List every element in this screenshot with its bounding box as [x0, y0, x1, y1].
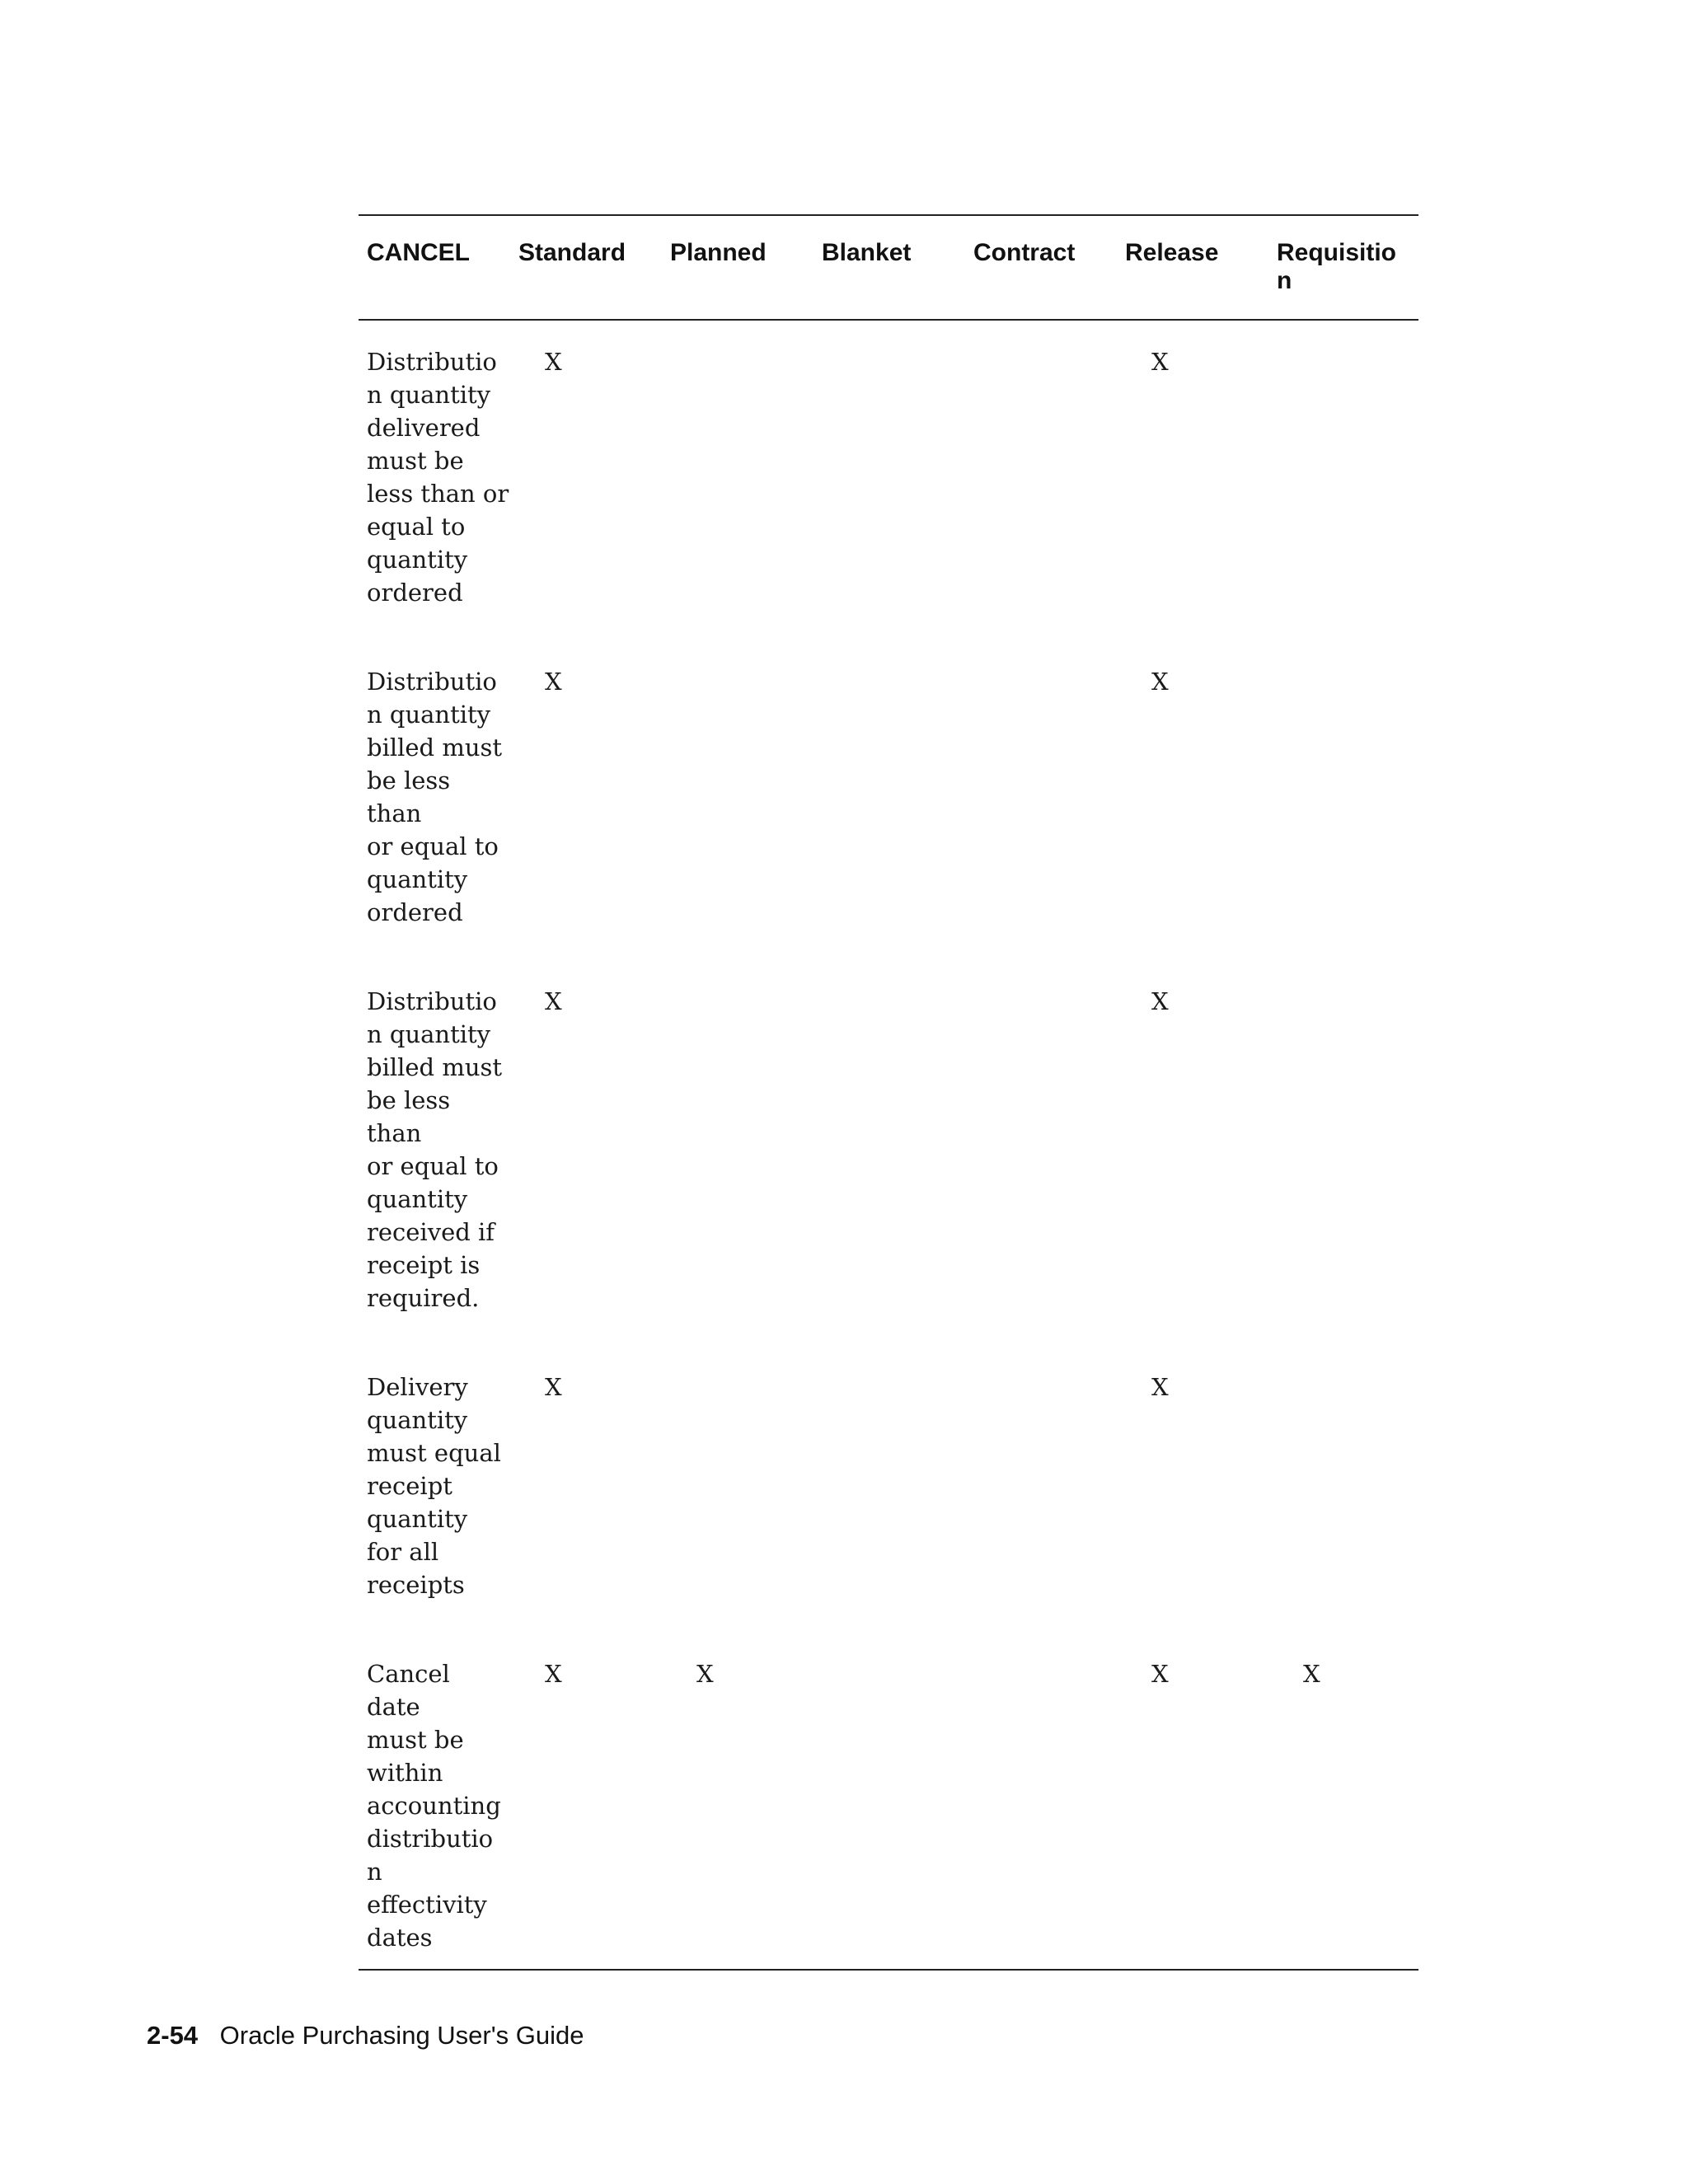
description-line: delivered	[367, 414, 481, 442]
description-line: for all	[367, 1538, 439, 1566]
mark-contract	[965, 1657, 1117, 1954]
description-line: ordered	[367, 898, 463, 926]
description-line: required.	[367, 1284, 480, 1312]
mark-contract	[965, 1371, 1117, 1601]
table-row	[359, 321, 1418, 640]
description-line: must be	[367, 1726, 464, 1754]
header-release: Release	[1125, 239, 1219, 266]
page-number: 2-54	[147, 2021, 199, 2050]
table-body	[359, 321, 1418, 1962]
mark-requisition	[1268, 1371, 1418, 1601]
description-line: be less than	[367, 1086, 451, 1147]
description-line: dates	[367, 1924, 433, 1952]
table-bottom-rule	[359, 1969, 1418, 1971]
description-line: distributio	[367, 1825, 494, 1853]
table-row	[359, 640, 1418, 960]
description-line: n quantity	[367, 381, 491, 409]
header-standard: Standard	[518, 239, 626, 266]
header-planned: Planned	[670, 239, 767, 266]
table-row	[359, 1346, 1418, 1633]
mark-release: X	[1151, 987, 1169, 1015]
mark-requisition	[1268, 345, 1418, 609]
mark-release: X	[1151, 1373, 1169, 1401]
mark-standard: X	[545, 668, 562, 696]
mark-requisition	[1268, 665, 1418, 929]
description-line: received if	[367, 1218, 495, 1246]
mark-release: X	[1151, 668, 1169, 696]
description-line: effectivity	[367, 1891, 487, 1919]
mark-standard: X	[545, 348, 562, 376]
page-footer	[147, 2021, 584, 2050]
description-line: Distributio	[367, 348, 497, 376]
description-line: accounting	[367, 1792, 501, 1820]
description-line: must equal	[367, 1439, 501, 1467]
mark-standard: X	[545, 1373, 562, 1401]
mark-planned	[662, 665, 814, 929]
table-row	[359, 960, 1418, 1346]
description-line: equal to	[367, 513, 466, 541]
description-line: must be	[367, 447, 464, 475]
description-line: Cancel date	[367, 1660, 450, 1721]
description-line: quantity	[367, 1505, 468, 1533]
mark-blanket	[814, 345, 965, 609]
document-title: Oracle Purchasing User's Guide	[219, 2021, 584, 2050]
description-line: receipt	[367, 1472, 452, 1500]
description-line: less than or	[367, 480, 509, 508]
mark-requisition: X	[1303, 1660, 1320, 1688]
mark-standard: X	[545, 1660, 562, 1688]
mark-planned	[662, 1371, 814, 1601]
description-line: quantity	[367, 1406, 468, 1434]
mark-contract	[965, 345, 1117, 609]
header-blanket: Blanket	[822, 239, 912, 266]
description-line: quantity	[367, 546, 468, 574]
condition-description	[359, 985, 510, 1315]
mark-planned	[662, 345, 814, 609]
mark-blanket	[814, 1371, 965, 1601]
condition-description	[359, 345, 510, 609]
cancel-controls-table	[359, 214, 1418, 1971]
description-line: be less than	[367, 766, 451, 827]
description-line: Distributio	[367, 987, 497, 1015]
table-row	[359, 1633, 1418, 1962]
condition-description	[359, 665, 510, 929]
description-line: billed must	[367, 1053, 503, 1081]
header-contract: Contract	[973, 239, 1076, 266]
mark-blanket	[814, 1657, 965, 1954]
description-line: receipts	[367, 1571, 465, 1599]
description-line: n quantity	[367, 701, 491, 729]
description-line: ordered	[367, 579, 463, 607]
mark-release: X	[1151, 1660, 1169, 1688]
condition-description	[359, 1657, 510, 1954]
description-line: within	[367, 1759, 443, 1787]
condition-description	[359, 1371, 510, 1601]
mark-contract	[965, 665, 1117, 929]
description-line: or equal to	[367, 1152, 499, 1180]
header-requisition: Requisitio n	[1277, 239, 1397, 294]
description-line: Delivery	[367, 1373, 468, 1401]
header-cancel: CANCEL	[367, 239, 470, 266]
description-line: quantity	[367, 1185, 468, 1213]
mark-standard: X	[545, 987, 562, 1015]
mark-blanket	[814, 665, 965, 929]
mark-release: X	[1151, 348, 1169, 376]
description-line: or equal to	[367, 832, 499, 860]
mark-blanket	[814, 985, 965, 1315]
description-line: n	[367, 1858, 382, 1886]
description-line: receipt is	[367, 1251, 481, 1279]
mark-planned	[662, 985, 814, 1315]
description-line: n quantity	[367, 1020, 491, 1048]
description-line: Distributio	[367, 668, 497, 696]
mark-planned: X	[696, 1660, 714, 1688]
description-line: billed must	[367, 733, 503, 762]
mark-requisition	[1268, 985, 1418, 1315]
mark-contract	[965, 985, 1117, 1315]
description-line: quantity	[367, 865, 468, 893]
table-header-row	[359, 216, 1418, 319]
